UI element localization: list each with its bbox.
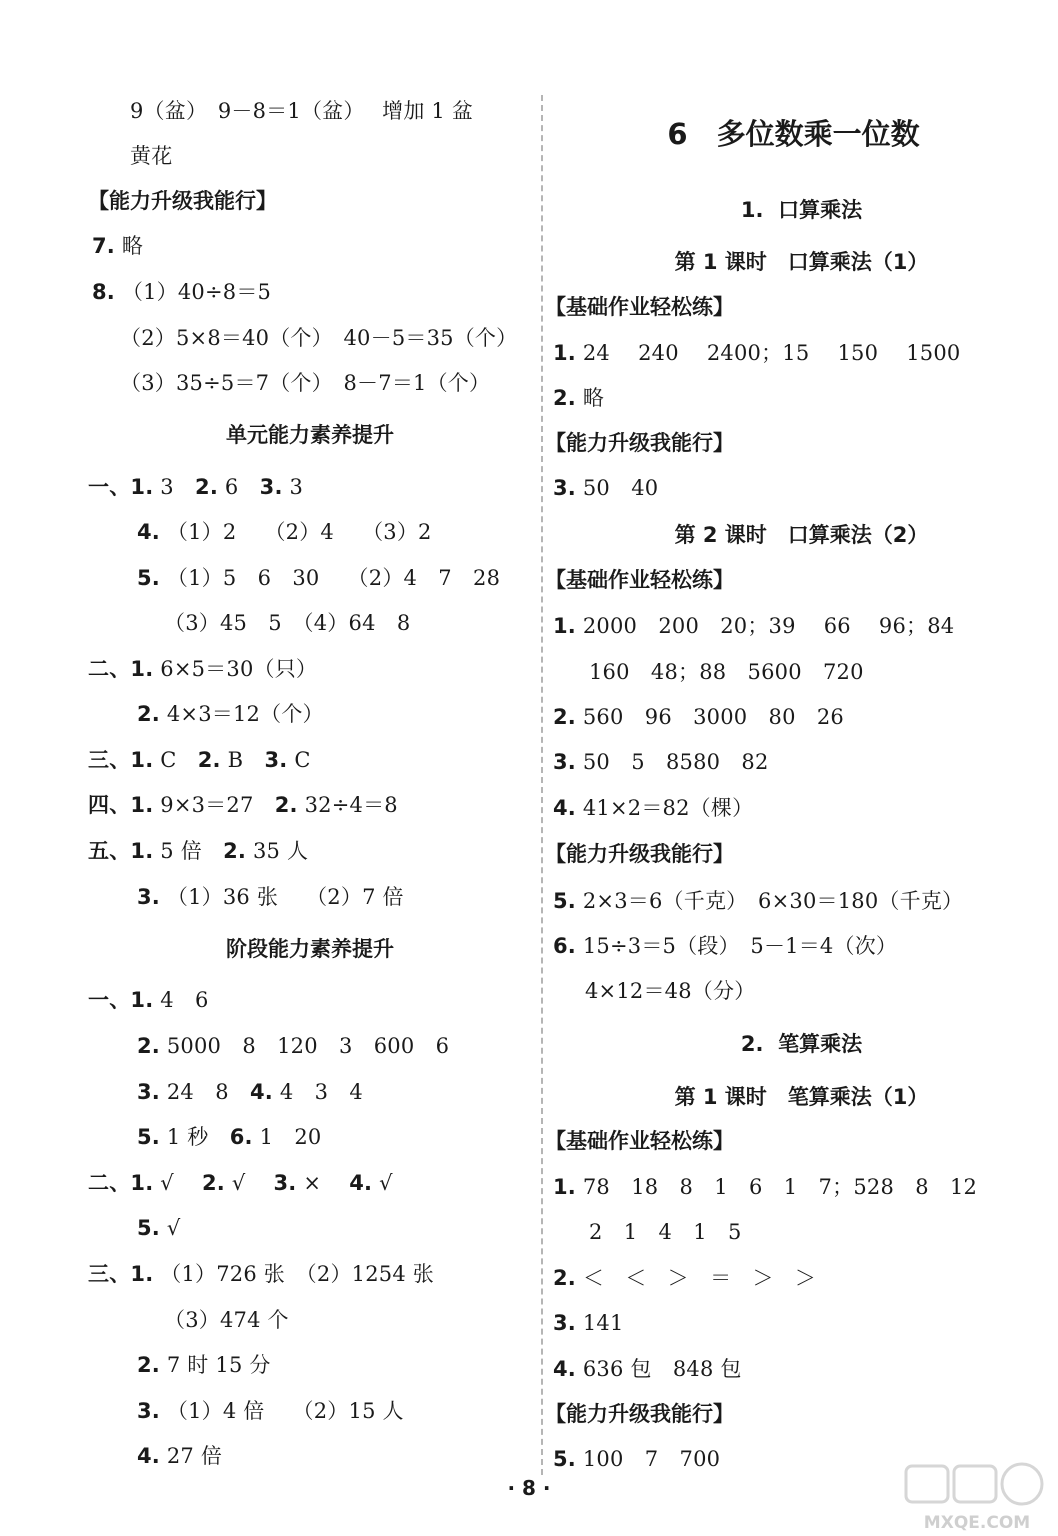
answer-line: 3. 141 [553,1311,624,1335]
answer-line: 5. 1 秒 6. 1 20 [137,1125,322,1149]
answer-line: 4. 27 倍 [137,1444,223,1468]
answer-line: 三、1. C 2. B 3. C [88,748,311,772]
answer-line: 5. 100 7 700 [553,1447,721,1471]
answer-line: 3. （1）36 张 （2）7 倍 [137,885,404,909]
answer-line: 一、1. 3 2. 6 3. 3 [88,475,304,499]
answer-line: 四、1. 9×3＝27 2. 32÷4＝8 [88,793,398,817]
answer-line: 三、1. （1）726 张 （2）1254 张 [88,1262,434,1286]
section-label-basic: 【基础作业轻松练】 [545,568,734,592]
answer-line: 五、1. 5 倍 2. 35 人 [88,839,309,863]
lesson-heading: 第 1 课时 口算乘法（1） [674,250,929,274]
answer-line: （2）5×8＝40（个） 40－5＝35（个） [120,326,518,350]
column-divider [541,95,543,1475]
answer-line: 4. （1）2 （2）4 （3）2 [137,520,432,544]
answer-line: 1. 24 240 2400；15 150 1500 [553,341,961,365]
answer-line: 9（盆） 9－8＝1（盆） 增加 1 盆 [130,99,474,123]
answer-line: 6. 15÷3＝5（段） 5－1＝4（次） [553,934,898,958]
answer-line: 5. （1）5 6 30 （2）4 7 28 [137,566,501,590]
section-label-basic: 【基础作业轻松练】 [545,295,734,319]
watermark-logo-icon [902,1462,1052,1534]
answer-line: 4. 41×2＝82（棵） [553,796,754,820]
answer-line: （3）35÷5＝7（个） 8－7＝1（个） [120,371,491,395]
section-heading-stage: 阶段能力素养提升 [226,937,394,961]
answer-line: 5. √ [137,1216,181,1240]
page-number: · 8 · [507,1476,551,1500]
answer-line: 3. （1）4 倍 （2）15 人 [137,1399,404,1423]
answer-line: 2 1 4 1 5 [589,1220,742,1244]
answer-line: 二、1. √ 2. √ 3. × 4. √ [88,1171,393,1195]
answer-line: 2. 560 96 3000 80 26 [553,705,844,729]
chapter-title: 6 多位数乘一位数 [667,117,920,151]
section-heading: 2. 笔算乘法 [740,1032,863,1056]
answer-line: 5. 2×3＝6（千克） 6×30＝180（千克） [553,889,964,913]
answer-line: 8. （1）40÷8＝5 [92,280,272,304]
answer-line: 7. 略 [92,234,144,258]
answer-line: 3. 50 40 [553,476,659,500]
lesson-heading: 第 2 课时 口算乘法（2） [674,523,929,547]
answer-line: 1. 2000 200 20；39 66 96；84 [553,614,955,638]
answer-line: 2. 7 时 15 分 [137,1353,271,1377]
answer-line: 2. 4×3＝12（个） [137,702,324,726]
answer-line: 一、1. 4 6 [88,988,209,1012]
answer-line: （3）474 个 [164,1308,289,1332]
lesson-heading: 第 1 课时 笔算乘法（1） [674,1085,929,1109]
answer-line: 2. ＜ ＜ ＞ ＝ ＞ ＞ [553,1266,817,1290]
section-label-ability: 【能力升级我能行】 [545,1402,734,1426]
answer-line: 3. 24 8 4. 4 3 4 [137,1080,363,1104]
section-heading-unit: 单元能力素养提升 [226,423,394,447]
answer-line: 2. 略 [553,386,605,410]
watermark-text: MXQE.COM [923,1513,1031,1533]
answer-line: （3）45 5 （4）64 8 [164,611,411,635]
answer-line: 2. 5000 8 120 3 600 6 [137,1034,450,1058]
answer-line: 4. 636 包 848 包 [553,1357,742,1381]
section-heading: 1. 口算乘法 [740,198,863,222]
answer-line: 3. 50 5 8580 82 [553,750,769,774]
section-label-ability: 【能力升级我能行】 [545,431,734,455]
section-label-ability: 【能力升级我能行】 [545,842,734,866]
answer-line: 二、1. 6×5＝30（只） [88,657,318,681]
answer-line: 1. 78 18 8 1 6 1 7；528 8 12 [553,1175,978,1199]
section-label-ability: 【能力升级我能行】 [88,189,277,213]
answer-line: 黄花 [130,144,173,168]
answer-line: 4×12＝48（分） [585,979,756,1003]
answer-line: 160 48；88 5600 720 [589,660,864,684]
section-label-basic: 【基础作业轻松练】 [545,1129,734,1153]
